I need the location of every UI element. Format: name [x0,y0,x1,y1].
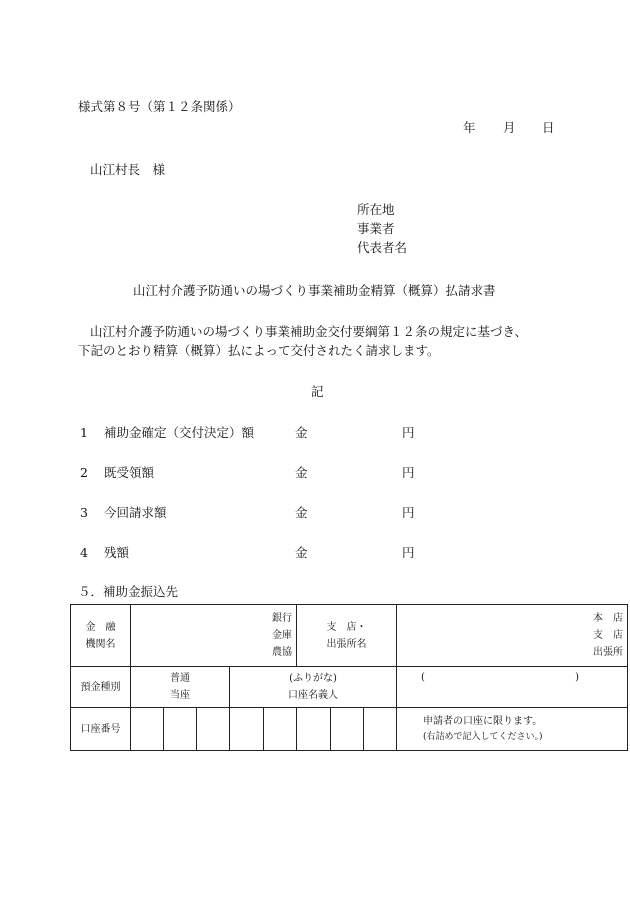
item-label: 補助金確定（交付決定）額 [104,425,255,440]
address-label: 所在地 [357,202,395,217]
business-label: 事業者 [357,221,395,236]
item-number: 1 [80,425,88,440]
deposit-option-toza: 当座 [170,690,190,701]
account-digit-box[interactable] [197,708,230,751]
deposit-option-futsu: 普通 [170,673,190,684]
institution-label-cell [71,605,131,667]
account-digit-box[interactable] [230,708,264,751]
ki-heading: 記 [311,384,324,399]
item-yen: 円 [402,465,415,480]
account-digit-box[interactable] [364,708,397,751]
form-number: 様式第８号（第１２条関係） [78,99,241,114]
date-day: 日 [542,120,555,135]
item-kin: 金 [295,545,308,560]
bank-type-shinkin: 金庫 [272,630,292,641]
item-kin: 金 [295,465,308,480]
account-holder-field[interactable] [397,667,628,708]
item-number: 3 [80,505,88,520]
bank-type-bank: 銀行 [272,613,292,624]
account-note-1: 申請者の口座に限ります。 [423,715,543,727]
bank-transfer-table [70,604,628,751]
item-label: 残額 [104,545,130,560]
institution-name-field[interactable] [131,605,297,667]
institution-label-line-2: 機関名 [85,638,116,650]
furigana-label: (ふりがな) [289,673,337,684]
branch-label-cell [297,605,397,667]
addressee: 山江村長 様 [90,162,166,177]
account-digit-box[interactable] [264,708,297,751]
account-digit-box[interactable] [164,708,197,751]
branch-type-honten: 本 店 [593,613,624,624]
account-holder-label: 口座名義人 [288,690,339,701]
account-digit-box[interactable] [331,708,364,751]
branch-label-line-1: 支 店・ [326,621,367,633]
account-note-2: (右詰めで記入してください。) [423,731,543,742]
body-text-line-2: 下記のとおり精算（概算）払によって交付されたく請求します。 [78,343,440,358]
representative-label: 代表者名 [357,240,408,255]
document-title: 山江村介護予防通いの場づくり事業補助金精算（概算）払請求書 [133,283,496,298]
item-yen: 円 [402,545,415,560]
account-digit-box[interactable] [131,708,164,751]
item-number: 2 [80,465,88,480]
date-month: 月 [503,120,516,135]
paren-close: ) [575,672,580,683]
account-number-row [71,708,628,751]
body-text-line-1: 山江村介護予防通いの場づくり事業補助金交付要綱第１２条の規定に基づき、 [90,324,528,339]
account-holder-label-cell [230,667,397,708]
item-label: 今回請求額 [104,505,167,520]
account-note-cell [397,708,628,751]
institution-label-line-1: 金 融 [85,621,116,633]
item-kin: 金 [295,505,308,520]
deposit-row [71,667,628,708]
bank-type-nokyo: 農協 [272,647,292,658]
branch-name-field[interactable] [397,605,628,667]
bank-heading: ５．補助金振込先 [78,584,179,599]
deposit-type-field[interactable] [131,667,230,708]
item-number: 4 [80,545,88,560]
date-year: 年 [463,120,476,135]
branch-type-shutchojo: 出張所 [593,647,624,658]
account-number-label: 口座番号 [71,708,131,751]
item-yen: 円 [402,505,415,520]
account-digit-box[interactable] [297,708,331,751]
branch-type-shiten: 支 店 [593,630,624,641]
item-label: 既受領額 [104,465,155,480]
item-yen: 円 [402,425,415,440]
branch-label-line-2: 出張所名 [326,638,367,650]
paren-open: ( [421,672,425,683]
item-kin: 金 [295,425,308,440]
deposit-type-label: 預金種別 [71,667,131,708]
institution-row [71,605,628,667]
